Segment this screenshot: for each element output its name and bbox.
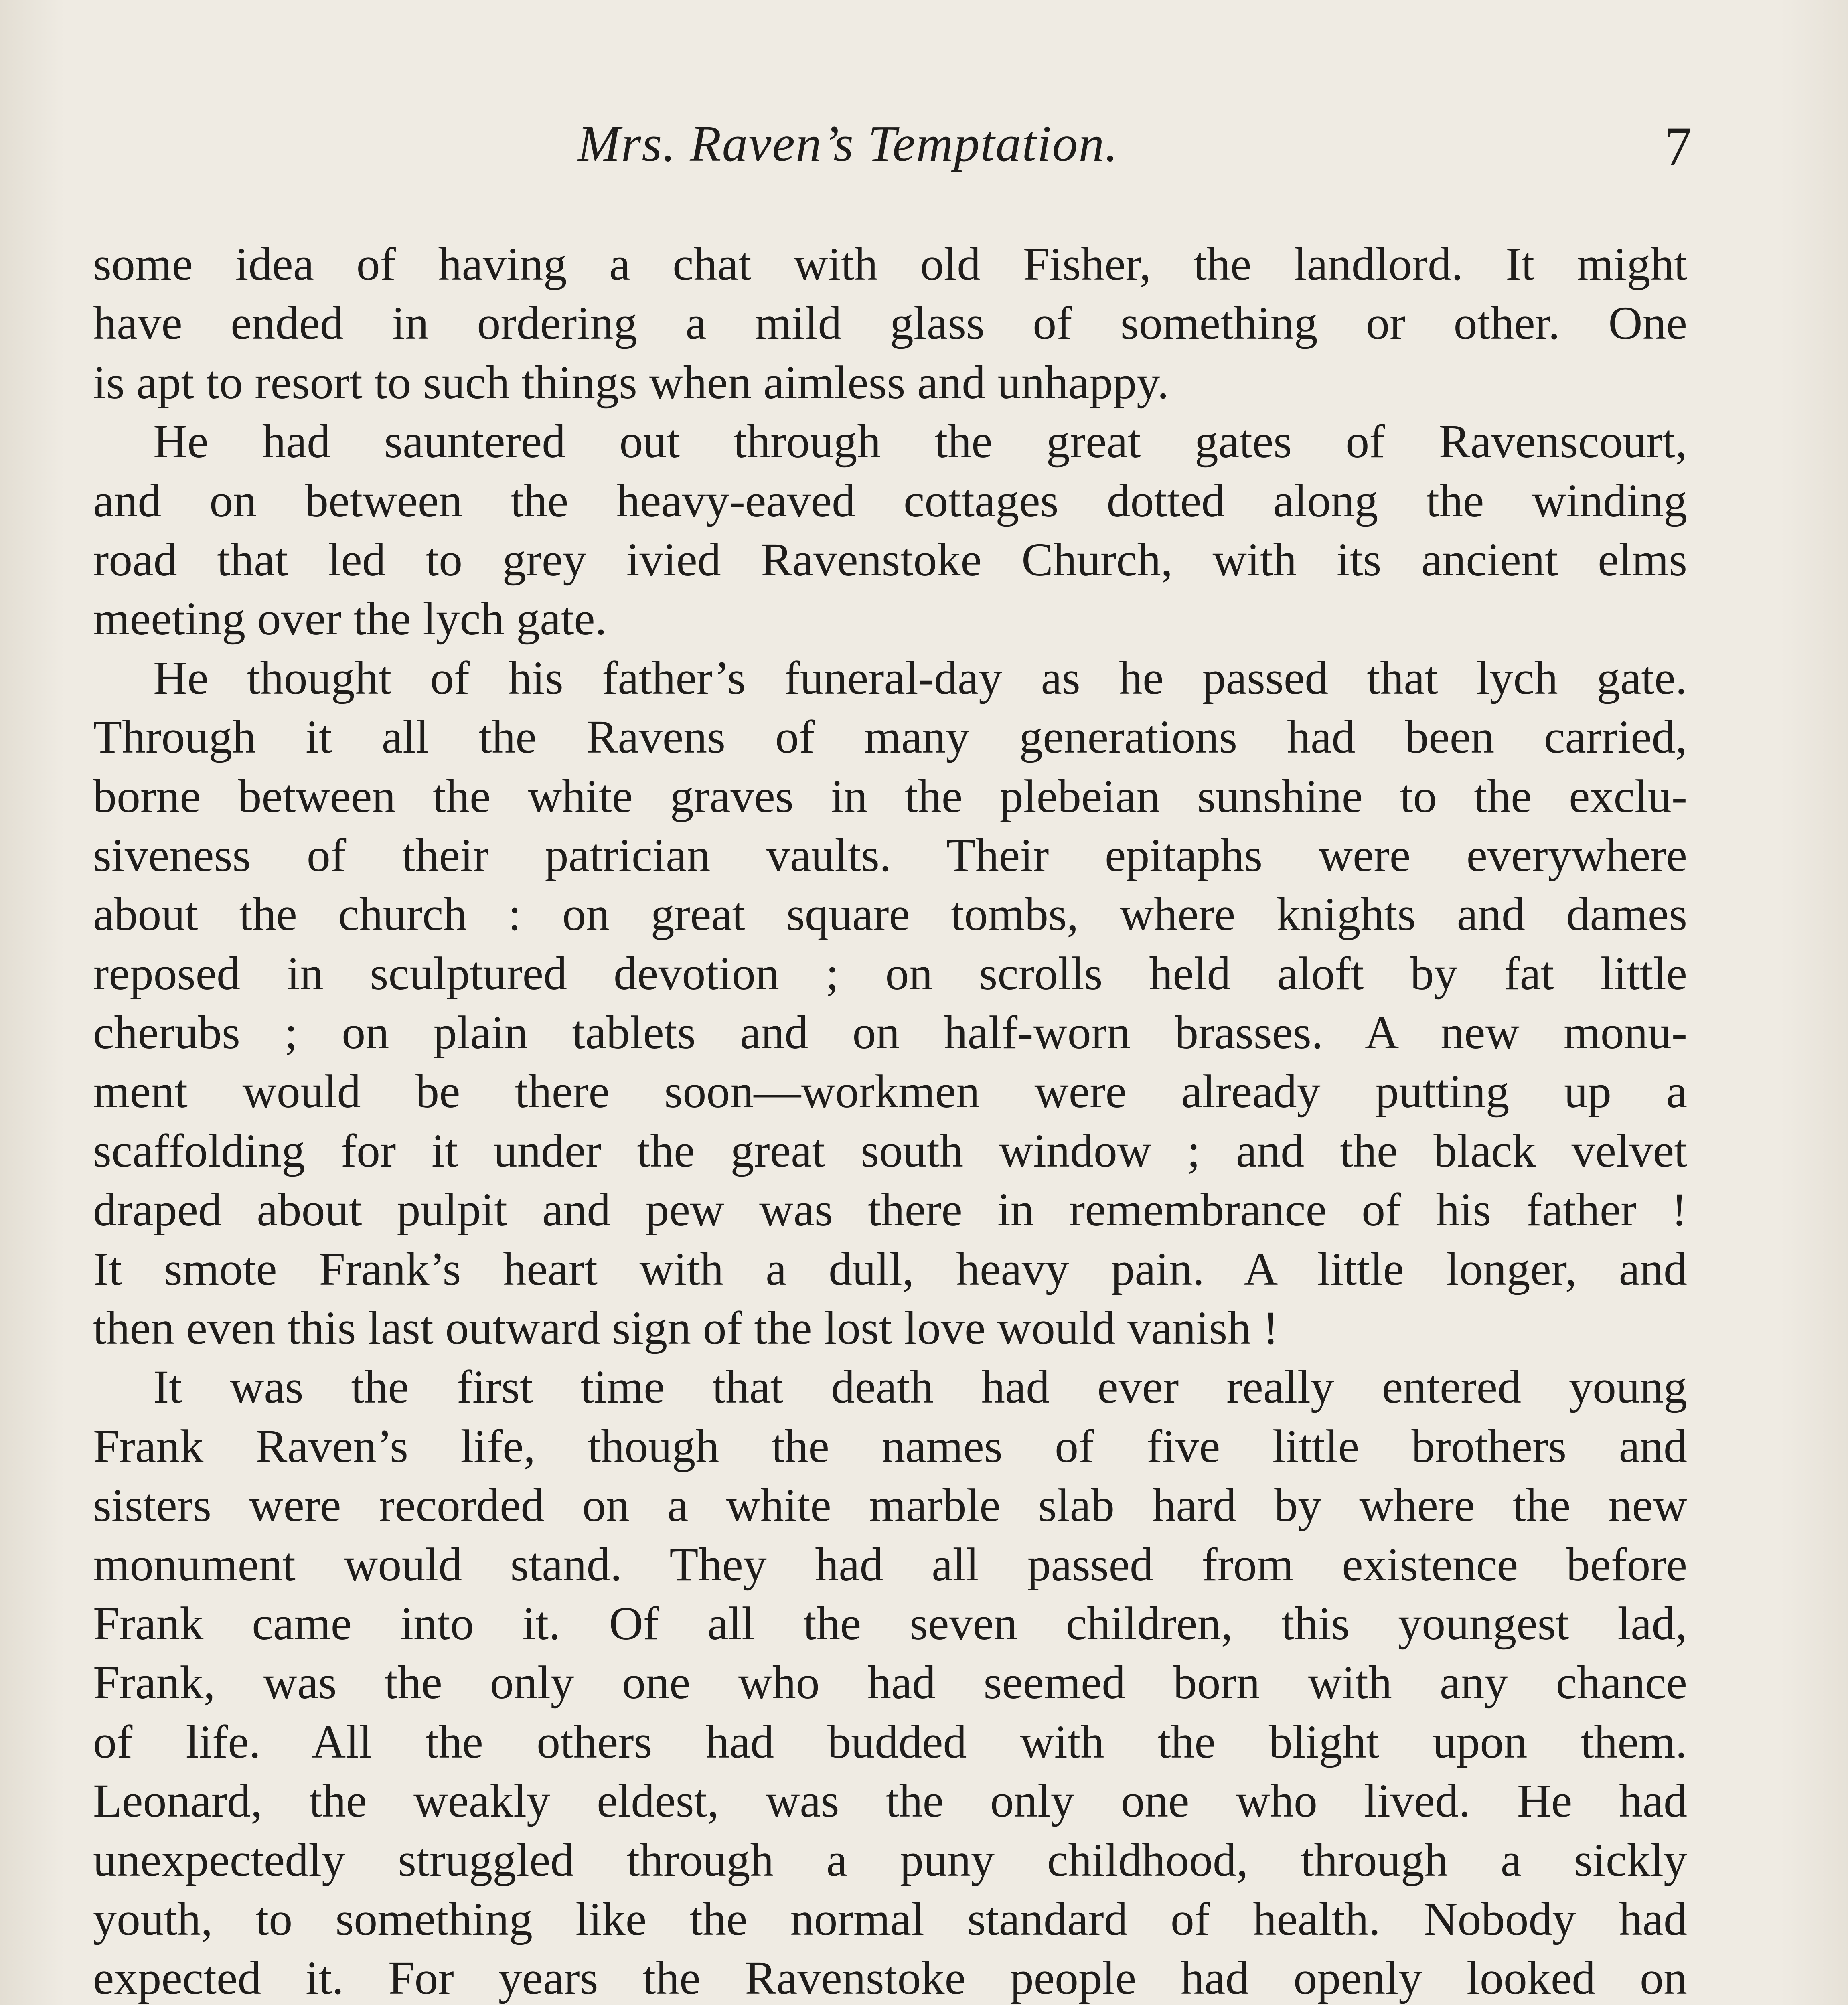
text-line: Through it all the Ravens of many generations had been carried,: [93, 711, 1687, 764]
text-line: and on between the heavy-eaved cottages dotted along the winding: [93, 474, 1687, 527]
text-line: monument would stand. They had all passed from existence before: [93, 1538, 1687, 1591]
text-line: sisters were recorded on a white marble slab hard by where the new: [93, 1479, 1687, 1532]
text-line: borne between the white graves in the plebeian sunshine to the exclu-: [93, 770, 1687, 822]
text-line: about the church : on great square tombs, where knights and dames: [93, 888, 1687, 941]
text-line: He had sauntered out through the great gates of Ravenscourt,: [153, 415, 1687, 468]
text-line: some idea of having a chat with old Fisher, the landlord. It might: [93, 238, 1687, 290]
text-line: youth, to something like the normal standard of health. Nobody had: [93, 1892, 1687, 1945]
text-line: is apt to resort to such things when aimless and unhappy.: [93, 356, 1169, 409]
text-line: then even this last outward sign of the lost love would vanish !: [93, 1302, 1279, 1355]
text-line: Frank, was the only one who had seemed born with any chance: [93, 1656, 1687, 1709]
text-line: scaffolding for it under the great south window ; and the black velvet: [93, 1124, 1687, 1177]
text-line: It was the first time that death had ever really entered young: [153, 1361, 1687, 1414]
text-line: He thought of his father’s funeral-day as he passed that lych gate.: [153, 651, 1687, 704]
text-line: unexpectedly struggled through a puny childhood, through a sickly: [93, 1833, 1687, 1886]
text-line: have ended in ordering a mild glass of something or other. One: [93, 297, 1687, 350]
running-title: Mrs. Raven’s Temptation.: [578, 115, 1119, 172]
page-header: [0, 114, 1848, 177]
text-line: of life. All the others had budded with the blight upon them.: [93, 1715, 1687, 1768]
text-line: ment would be there soon—workmen were already putting up a: [93, 1065, 1687, 1118]
text-line: road that led to grey ivied Ravenstoke Church, with its ancient elms: [93, 533, 1687, 586]
text-line: draped about pulpit and pew was there in remembrance of his father !: [93, 1183, 1687, 1236]
body-text: [93, 235, 1687, 2005]
text-line: Frank Raven’s life, though the names of five little brothers and: [93, 1420, 1687, 1472]
text-line: cherubs ; on plain tablets and on half-worn brasses. A new monu-: [93, 1006, 1687, 1059]
text-line: expected it. For years the Ravenstoke people had openly looked on: [93, 1952, 1687, 2005]
text-line: Frank came into it. Of all the seven children, this youngest lad,: [93, 1597, 1687, 1650]
text-line: It smote Frank’s heart with a dull, heavy pain. A little longer, and: [93, 1242, 1687, 1295]
page-number: 7: [1664, 115, 1692, 177]
text-line: meeting over the lych gate.: [93, 592, 607, 645]
text-line: reposed in sculptured devotion ; on scrolls held aloft by fat little: [93, 947, 1687, 1000]
text-line: Leonard, the weakly eldest, was the only one who lived. He had: [93, 1774, 1687, 1827]
text-line: siveness of their patrician vaults. Their epitaphs were everywhere: [93, 828, 1687, 881]
